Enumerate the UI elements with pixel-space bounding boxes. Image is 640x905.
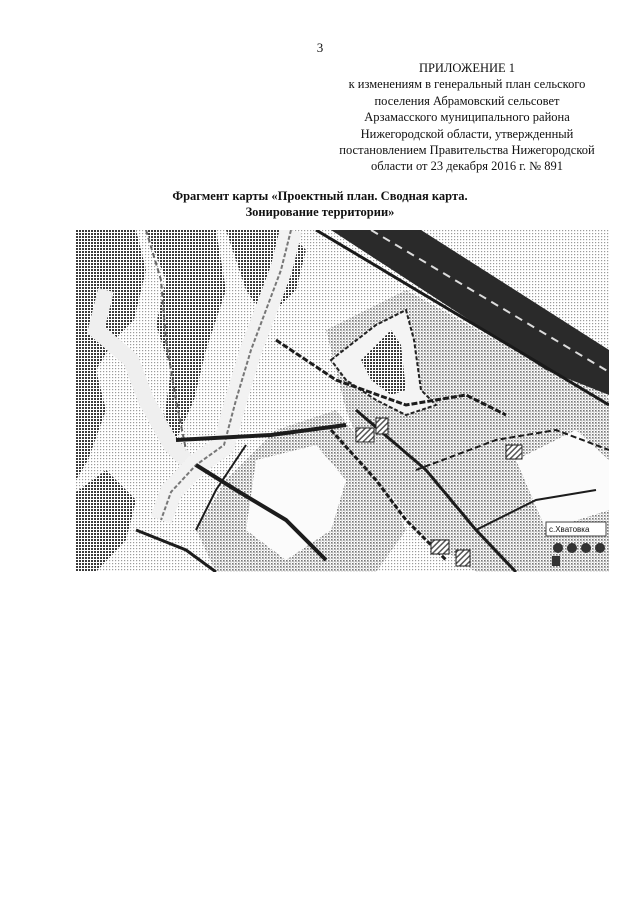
title-line-1: Фрагмент карты «Проектный план. Сводная карта.: [172, 189, 468, 203]
title-line-2: Зонирование территории»: [245, 205, 395, 219]
appendix-heading: ПРИЛОЖЕНИЕ 1: [418, 61, 516, 75]
appendix-line: области от 23 декабря 2016 г. № 891: [371, 159, 563, 174]
appendix-line: Арзамасского муниципального района: [364, 110, 570, 125]
appendix-line: поселения Абрамовский сельсовет: [374, 93, 560, 108]
appendix-block: [322, 60, 612, 175]
appendix-line: постановлением Правительства Нижегородской: [339, 143, 595, 158]
appendix-line: Нижегородской области, утвержденный: [360, 126, 574, 141]
map-fragment-title: [0, 188, 640, 220]
place-label: с.Хватовка: [549, 525, 590, 534]
appendix-line: к изменениям в генеральный план сельского: [348, 77, 586, 92]
page-number: 3: [316, 40, 324, 55]
zoning-map-graphic: [76, 230, 609, 572]
zoning-map: [76, 230, 609, 572]
